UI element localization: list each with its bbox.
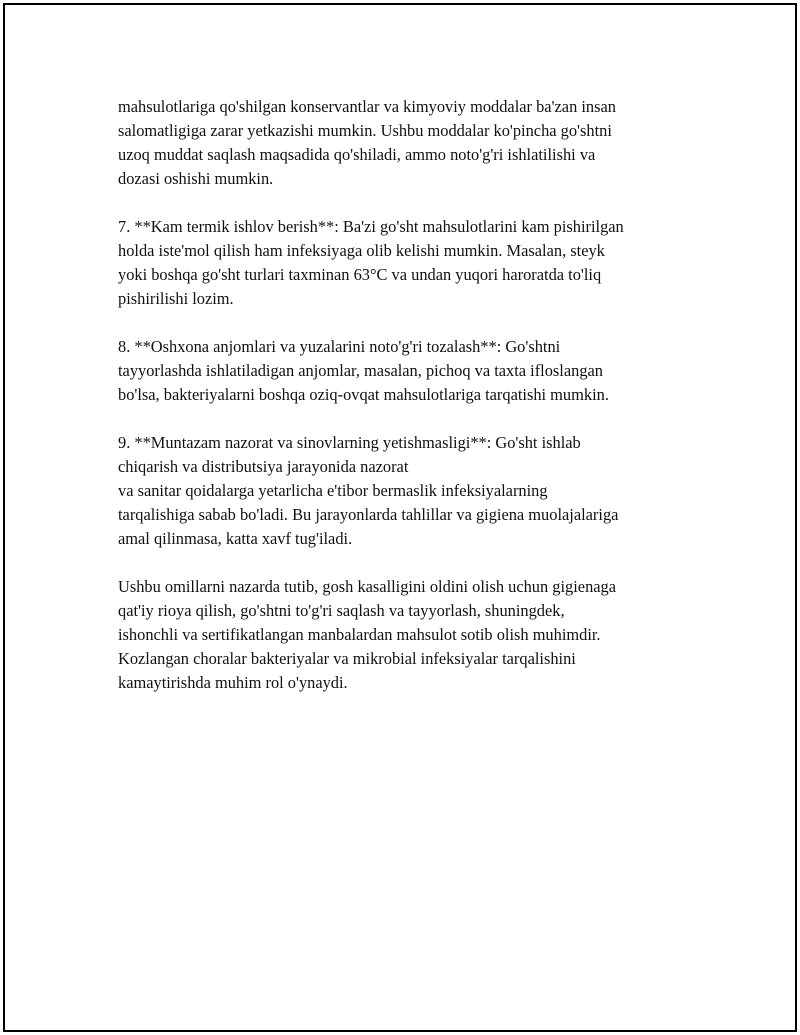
paragraph-item-9 [118, 431, 718, 551]
text-line: chiqarish va distributsiya jarayonida nazorat [118, 457, 409, 476]
paragraph-conclusion [118, 575, 718, 695]
paragraph-item-7 [118, 215, 718, 311]
text-line: va sanitar qoidalarga yetarlicha e'tibor bermaslik infeksiyalarning [118, 481, 548, 500]
text-line: dozasi oshishi mumkin. [118, 169, 274, 188]
text-line: ishonchli va sertifikatlangan manbalardan mahsulot sotib olish muhimdir. [118, 625, 601, 644]
text-line: Kozlangan choralar bakteriyalar va mikrobial infeksiyalar tarqalishini [118, 649, 576, 668]
text-line: yoki boshqa go'sht turlari taxminan 63°C va undan yuqori haroratda to'liq [118, 265, 602, 284]
text-line: bo'lsa, bakteriyalarni boshqa oziq-ovqat mahsulotlariga tarqatishi mumkin. [118, 385, 609, 404]
text-line: qat'iy rioya qilish, go'shtni to'g'ri saqlash va tayyorlash, shuningdek, [118, 601, 565, 620]
text-line: pishirilishi lozim. [118, 289, 234, 308]
text-line: uzoq muddat saqlash maqsadida qo'shiladi, ammo noto'g'ri ishlatilishi va [118, 145, 596, 164]
text-line: mahsulotlariga qo'shilgan konservantlar va kimyoviy moddalar ba'zan insan [118, 97, 616, 116]
text-line: 7. **Kam termik ishlov berish**: Ba'zi go'sht mahsulotlarini kam pishirilgan [118, 217, 624, 236]
text-line: kamaytirishda muhim rol o'ynaydi. [118, 673, 348, 692]
paragraph-item-8 [118, 335, 718, 407]
text-line: tarqalishiga sabab bo'ladi. Bu jarayonlarda tahlillar va gigiena muolajalariga [118, 505, 619, 524]
text-line: 9. **Muntazam nazorat va sinovlarning yetishmasligi**: Go'sht ishlab [118, 433, 581, 452]
text-line: tayyorlashda ishlatiladigan anjomlar, masalan, pichoq va taxta ifloslangan [118, 361, 603, 380]
document-body [118, 95, 718, 719]
text-line: amal qilinmasa, katta xavf tug'iladi. [118, 529, 353, 548]
text-line: holda iste'mol qilish ham infeksiyaga olib kelishi mumkin. Masalan, steyk [118, 241, 605, 260]
text-line: Ushbu omillarni nazarda tutib, gosh kasalligini oldini olish uchun gigienaga [118, 577, 617, 596]
text-line: 8. **Oshxona anjomlari va yuzalarini noto'g'ri tozalash**: Go'shtni [118, 337, 561, 356]
text-line: salomatligiga zarar yetkazishi mumkin. Ushbu moddalar ko'pincha go'shtni [118, 121, 612, 140]
paragraph-preservatives [118, 95, 718, 191]
